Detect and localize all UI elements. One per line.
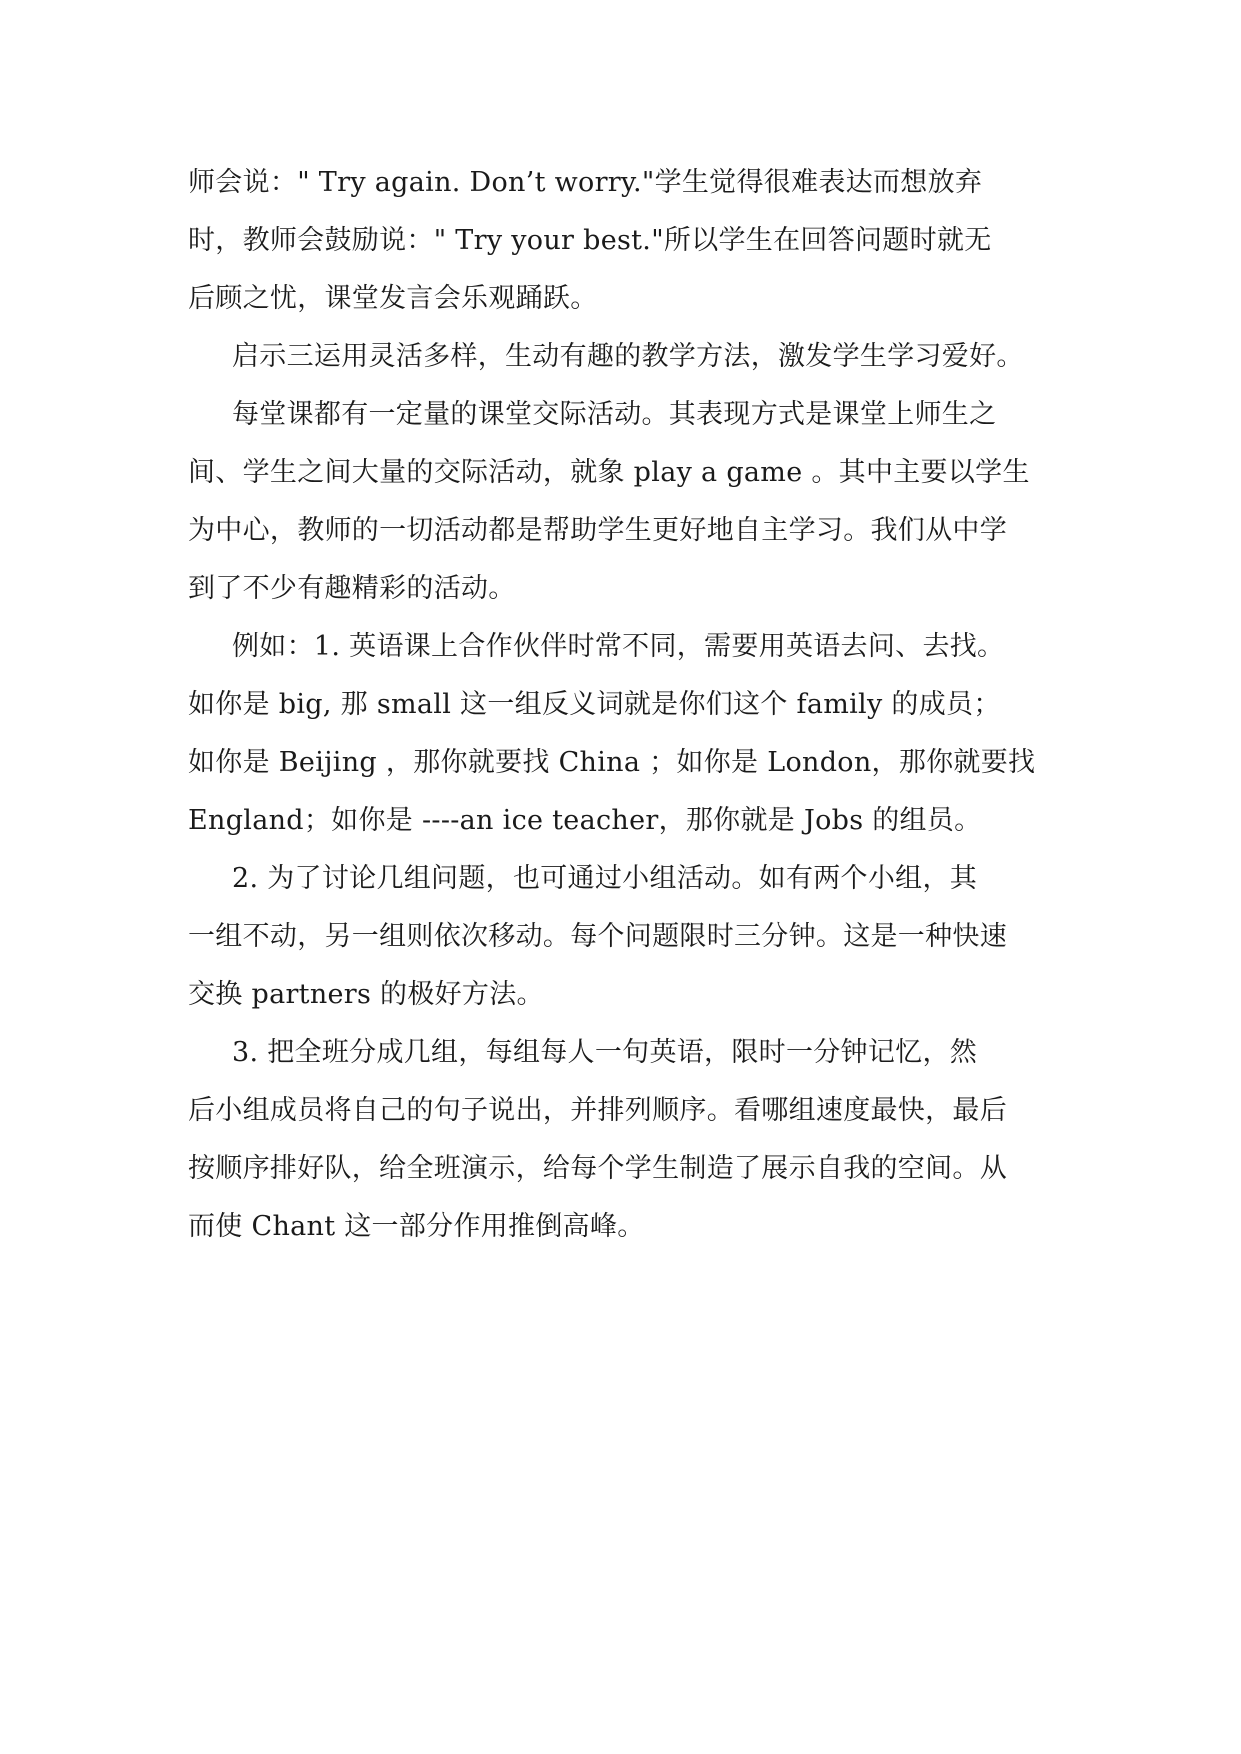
paragraph-heading: 启示三运用灵活多样，生动有趣的教学方法，激发学生学习爱好。 <box>232 341 1024 372</box>
text-line: 按顺序排好队，给全班演示，给每个学生制造了展示自我的空间。从 <box>188 1153 1007 1184</box>
text-line: 时，教师会鼓励说：" Try your best."所以学生在回答问题时就无 <box>188 225 992 256</box>
text-line: 到了不少有趣精彩的活动。 <box>188 573 516 604</box>
text-line: 间、学生之间大量的交际活动，就象 play a game 。其中主要以学生 <box>188 457 1030 488</box>
list-item-1: 例如：1. 英语课上合作伙伴时常不同，需要用英语去问、去找。 <box>232 631 1005 662</box>
list-item-3: 3. 把全班分成几组，每组每人一句英语，限时一分钟记忆，然 <box>232 1037 978 1068</box>
text-line: 交换 partners 的极好方法。 <box>188 979 544 1010</box>
text-line: 后小组成员将自己的句子说出，并排列顺序。看哪组速度最快，最后 <box>188 1095 1007 1126</box>
text-line: 一组不动，另一组则依次移动。每个问题限时三分钟。这是一种快速 <box>188 921 1007 952</box>
text-line: 师会说：" Try again. Don’t worry."学生觉得很难表达而想放弃 <box>188 167 983 198</box>
list-item-2: 2. 为了讨论几组问题，也可通过小组活动。如有两个小组，其 <box>232 863 978 894</box>
text-line: 而使 Chant 这一部分作用推倒高峰。 <box>188 1211 645 1242</box>
text-line: 后顾之忧，课堂发言会乐观踊跃。 <box>188 283 598 314</box>
text-line: 如你是 big, 那 small 这一组反义词就是你们这个 family 的成员； <box>188 689 1001 720</box>
text-line: 每堂课都有一定量的课堂交际活动。其表现方式是课堂上师生之 <box>232 399 997 430</box>
text-line: 为中心，教师的一切活动都是帮助学生更好地自主学习。我们从中学 <box>188 515 1007 546</box>
text-line: England；如你是 ----an ice teacher，那你就是 Jobs 的组员。 <box>188 805 982 836</box>
text-line: 如你是 Beijing ，那你就要找 China ；如你是 London，那你就要找 <box>188 747 1036 778</box>
